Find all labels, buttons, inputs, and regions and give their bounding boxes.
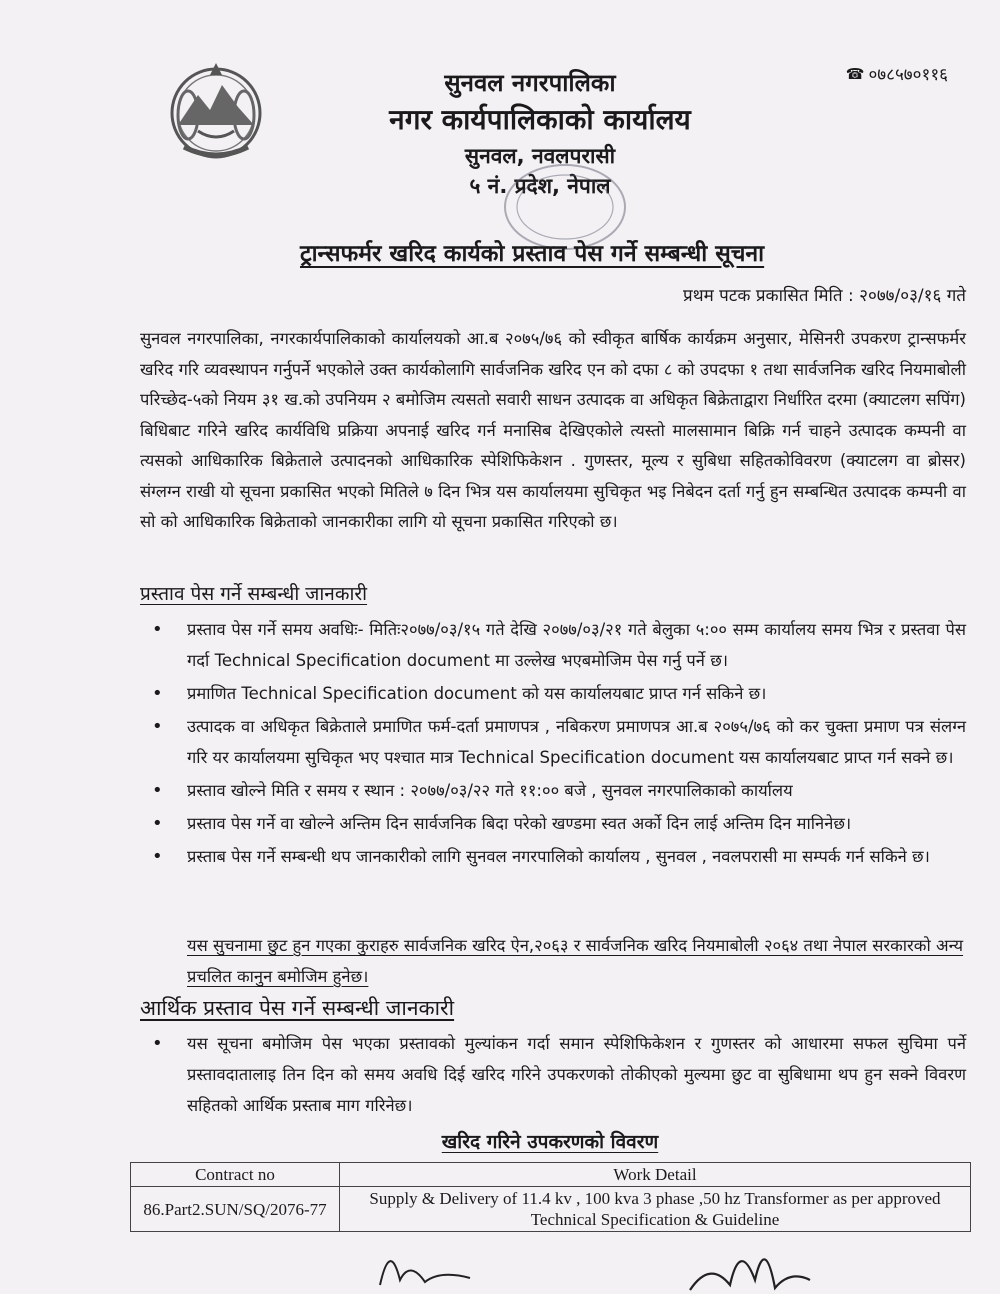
proposal-info-list bbox=[140, 614, 966, 874]
list-item: • उत्पादक वा अधिकृत बिक्रेताले प्रमाणित फर्म-दर्ता प्रमाणपत्र , नबिकरण प्रमाणपत्र आ.ब २०७५/७६ को कर चुक्ता प्रमाण पत्र संलग्न गरि यर कार्यालयमा सुचिकृत भए पश्चात मात्र Technical Specification document यस कार्यालयबाट प्राप्त गर्न सक्ने छ। bbox=[140, 711, 966, 773]
column-header: Contract no bbox=[131, 1163, 340, 1187]
office-location: सुनवल, नवलपरासी bbox=[464, 144, 616, 168]
list-item: • यस सूचना बमोजिम पेस भएका प्रस्तावको मुल्यांकन गर्दा समान स्पेशिफिकेशन र गुणस्तर को आधारमा सफल सुचिमा पर्ने प्रस्तावदातालाइ तिन दिन को समय अवधि दिई खरिद गरिने उपकरणको तोकीएको मुल्यमा छुट वा सुबिधामा थप हुन सक्ने विवरण सहितको आर्थिक प्रस्ताब माग गरिनेछ। bbox=[140, 1028, 966, 1121]
list-item: • प्रस्ताव पेस गर्ने समय अवधिः- मितिः२०७७/०३/१५ गते देखि २०७७/०३/२१ गते बेलुका ५:०० सम्म कार्यालय समय भित्र र प्रस्तवा पेस गर्दा Technical Specification document मा उल्लेख भएबमोजिम पेस गर्नु पर्ने छ। bbox=[140, 614, 966, 676]
contract-no-cell: 86.Part2.SUN/SQ/2076-77 bbox=[131, 1187, 340, 1232]
phone-value: ०७८५७०११६ bbox=[868, 65, 948, 85]
office-province: ५ नं. प्रदेश, नेपाल bbox=[469, 174, 611, 198]
signature-right-icon bbox=[680, 1230, 820, 1294]
list-item: • प्रस्ताब पेस गर्ने सम्बन्धी थप जानकारीको लागि सुनवल नगरपालिको कार्यालय , सुनवल , नवलपरासी मा सम्पर्क गर्न सकिने छ। bbox=[140, 841, 966, 872]
office-name: नगर कार्यपालिकाको कार्यालय bbox=[389, 103, 691, 136]
municipality-name: सुनवल नगरपालिका bbox=[444, 69, 616, 97]
financial-section-heading: आर्थिक प्रस्ताव पेस गर्ने सम्बन्धी जानकारी bbox=[140, 996, 455, 1020]
table-row bbox=[131, 1187, 971, 1232]
list-item: • प्रस्ताव पेस गर्ने वा खोल्ने अन्तिम दिन सार्वजनिक बिदा परेको खण्डमा स्वत अर्को दिन लाई अन्तिम दिन मानिनेछ। bbox=[140, 808, 966, 839]
legal-footnote: यस सुचनामा छुट हुन गएका कुराहरु सार्वजनिक खरिद ऐन,२०६३ र सार्वजनिक खरिद नियमाबोली २०६४ तथा नेपाल सरकारको अन्य प्रचलित कानुन बमोजिम हुनेछ। bbox=[187, 936, 964, 986]
proposal-section-heading: प्रस्ताव पेस गर्ने सम्बन्धी जानकारी bbox=[140, 583, 368, 605]
notice-title: ट्रान्सफर्मर खरिद कार्यको प्रस्ताव पेस गर्ने सम्बन्धी सूचना bbox=[300, 241, 765, 267]
financial-info-list bbox=[140, 1028, 966, 1123]
column-header: Work Detail bbox=[340, 1163, 971, 1187]
notice-body: सुनवल नगरपालिका, नगरकार्यपालिकाको कार्यालयको आ.ब २०७५/७६ को स्वीकृत बार्षिक कार्यक्रम अनुसार, मेसिनरी उपकरण ट्रान्सफर्मर खरिद गरि व्यवस्थापन गर्नुपर्ने भएकोले उक्त कार्यकोलागि सार्वजनिक खरिद एन को दफा ८ को उपदफा १ तथा सार्वजनिक खरिद नियमाबोली परिच्छेद-५को नियम ३१ ख.को उपनियम २ बमोजिम त्यसतो सवारी साधन उत्पादक वा अधिकृत बिक्रेताद्वारा निर्धारित दरमा (क्याटलग सपिंग) बिधिबाट गरिने खरिद कार्यविधि प्रक्रिया अपनाई खरिद गर्न मनासिब देखिएकोले त्यस्तो मालसामान बिक्रि गर्न चाहने उत्पादक कम्पनी वा त्यसको आधिकारिक बिक्रेताले उत्पादनको आधिकारिक स्पेशिफिकेशन . गुणस्तर, मूल्य र सुबिधा सहितकोविवरण (क्याटलग वा ब्रोसर) संग्लग्न राखी यो सूचना प्रकासित भएको मितिले ७ दिन भित्र यस कार्यालयमा सुचिकृत भइ निबेदन दर्ता गर्नु हुन सम्बन्धित उत्पादक कम्पनी वा सो को आधिकारिक बिक्रेताको जानकारीका लागि यो सूचना प्रकासित गरिएको छ। bbox=[140, 329, 966, 531]
equipment-table bbox=[130, 1162, 971, 1232]
equipment-table-title: खरिद गरिने उपकरणको विवरण bbox=[441, 1131, 659, 1153]
telephone-icon: ☎ bbox=[845, 64, 865, 83]
signature-left-icon bbox=[370, 1230, 480, 1290]
publication-date: प्रथम पटक प्रकासित मिति : २०७७/०३/१६ गते bbox=[683, 286, 966, 306]
list-item: • प्रमाणित Technical Specification document को यस कार्यालयबाट प्राप्त गर्न सकिने छ। bbox=[140, 678, 966, 709]
work-detail-cell: Supply & Delivery of 11.4 kv , 100 kva 3 phase ,50 hz Transformer as per approved Technical Specification & Guideline bbox=[340, 1187, 971, 1232]
table-header-row bbox=[131, 1163, 971, 1187]
list-item: • प्रस्ताव खोल्ने मिति र समय र स्थान : २०७७/०३/२२ गते ११:०० बजे , सुनवल नगरपालिकाको कार्यालय bbox=[140, 775, 966, 806]
